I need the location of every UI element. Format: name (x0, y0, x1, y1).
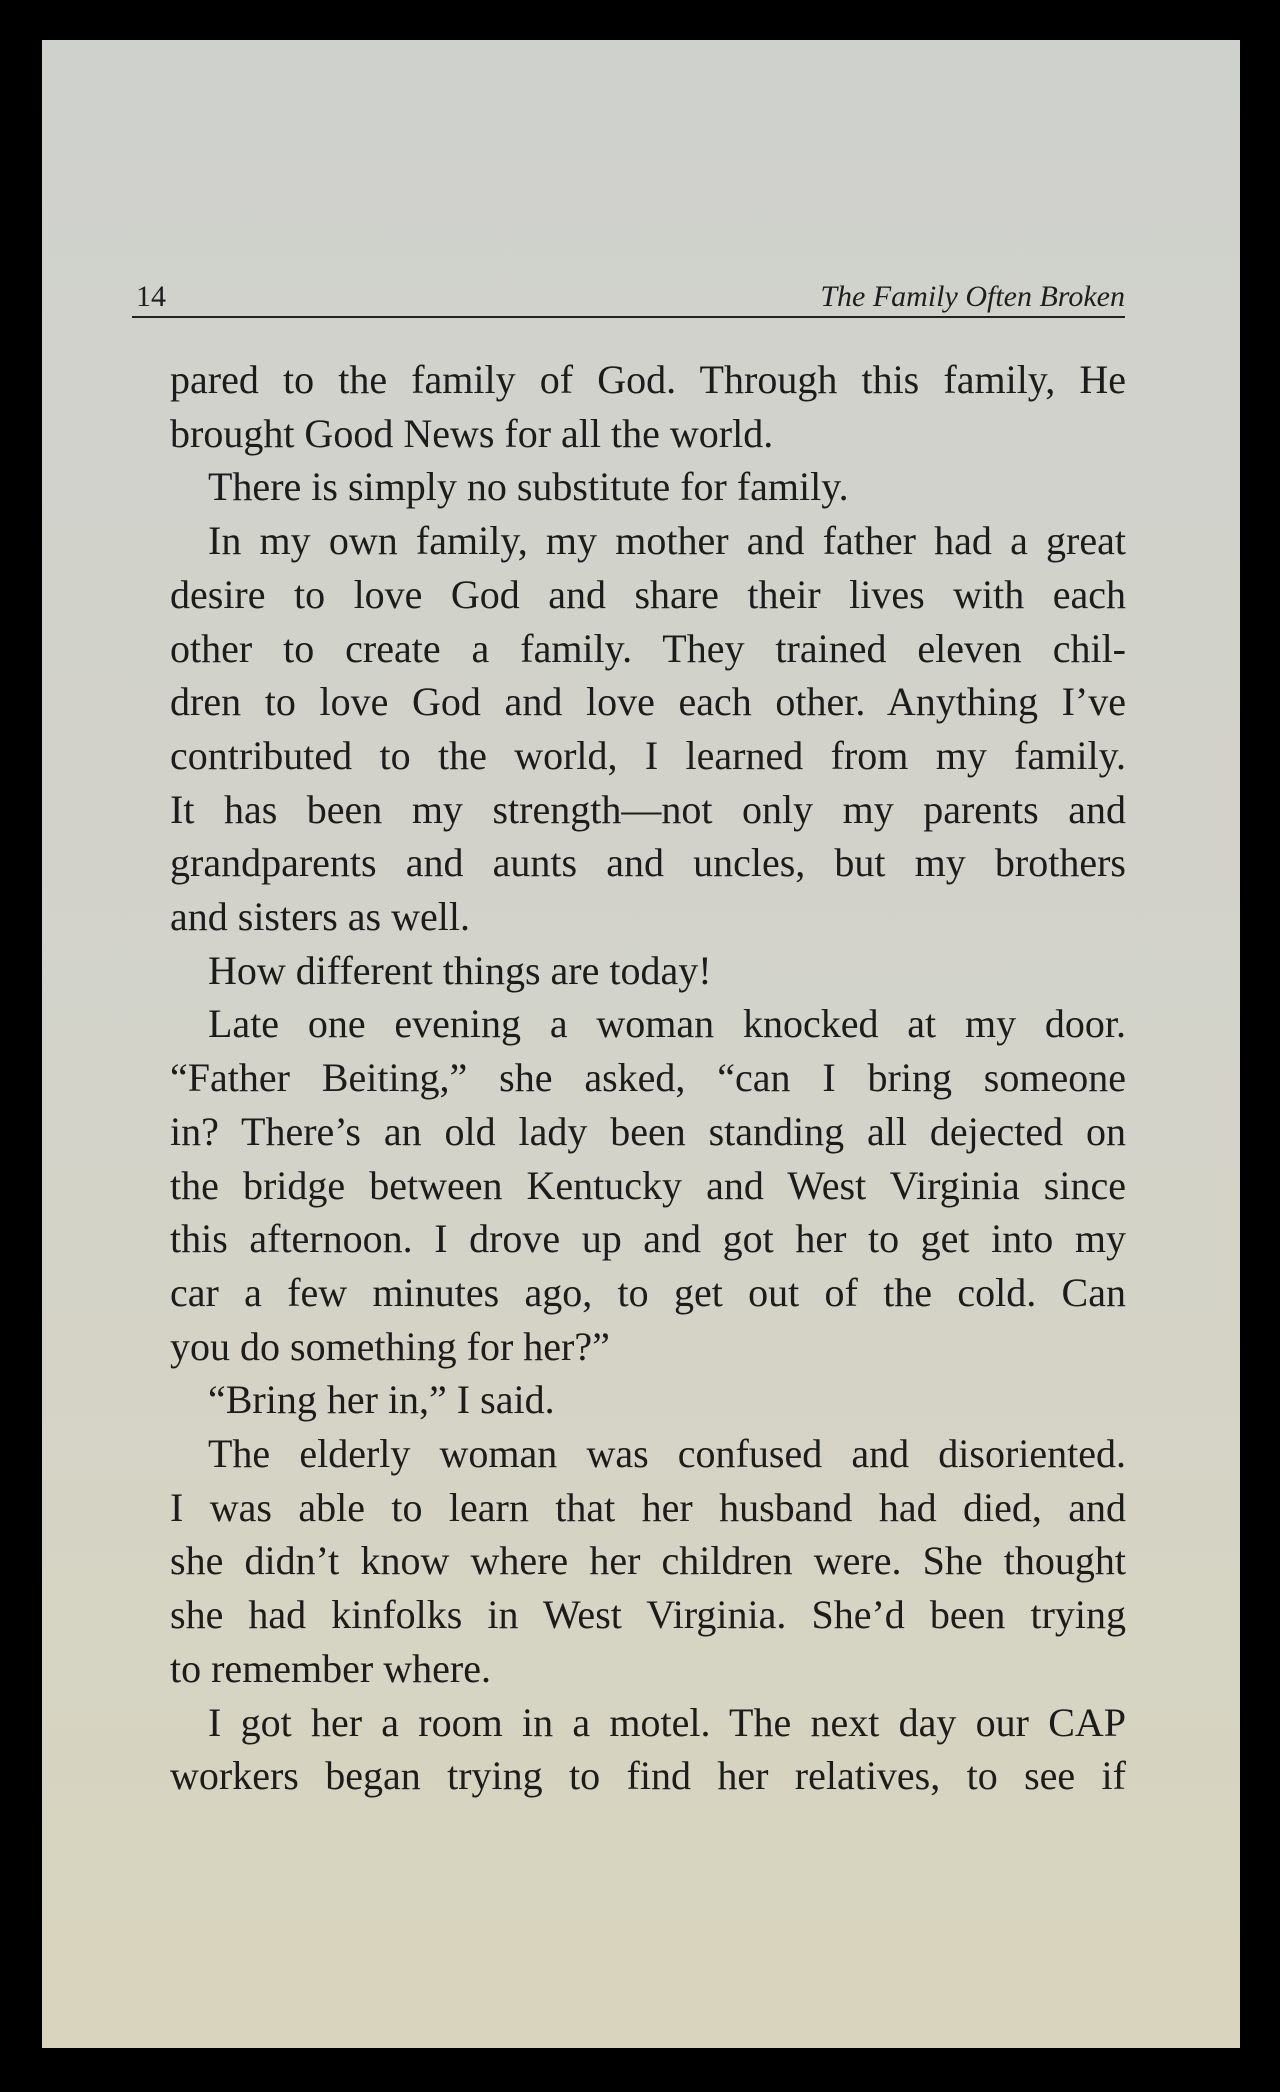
text-line: dren to love God and love each other. Anything I’ve (170, 679, 1126, 725)
text-line: pared to the family of God. Through this family, He (170, 357, 1126, 402)
text-line: The elderly woman was confused and disoriented. (208, 1431, 1126, 1477)
text-line: this afternoon. I drove up and got her to get into my (170, 1216, 1126, 1262)
body-text (170, 353, 1126, 1803)
text-line: the bridge between Kentucky and West Virginia since (170, 1162, 1126, 1208)
running-title: The Family Often Broken (820, 280, 1125, 313)
text-line: desire to love God and share their lives with each (170, 571, 1126, 617)
text-line: “Father Beiting,” she asked, “can I bring someone (170, 1055, 1126, 1101)
text-line: to remember where. (170, 1645, 491, 1691)
text-line: It has been my strength—not only my parents and (170, 786, 1126, 832)
text-line: I got her a room in a motel. The next day our CAP (208, 1699, 1126, 1745)
text-line: I was able to learn that her husband had died, and (170, 1484, 1126, 1530)
text-line: she didn’t know where her children were. She thought (170, 1538, 1126, 1584)
text-line: in? There’s an old lady been standing all dejected on (170, 1108, 1126, 1154)
page-header (132, 276, 1125, 318)
text-line: grandparents and aunts and uncles, but my brothers (170, 840, 1126, 886)
page-number: 14 (136, 280, 166, 313)
text-line: Late one evening a woman knocked at my door. (208, 1001, 1126, 1047)
text-line: workers began trying to find her relatives, to see if (170, 1753, 1126, 1799)
text-line: car a few minutes ago, to get out of the cold. Can (170, 1269, 1126, 1315)
text-line: other to create a family. They trained eleven chil- (170, 625, 1126, 671)
text-line: How different things are today! (208, 947, 712, 993)
text-line: contributed to the world, I learned from my family. (170, 732, 1126, 778)
text-line: In my own family, my mother and father had a great (208, 518, 1126, 564)
text-line: There is simply no substitute for family. (208, 464, 849, 510)
text-line: brought Good News for all the world. (170, 410, 774, 456)
text-line: she had kinfolks in West Virginia. She’d been trying (170, 1592, 1126, 1638)
text-line: “Bring her in,” I said. (208, 1377, 555, 1423)
text-line: you do something for her?” (170, 1323, 610, 1369)
text-line: and sisters as well. (170, 894, 470, 940)
